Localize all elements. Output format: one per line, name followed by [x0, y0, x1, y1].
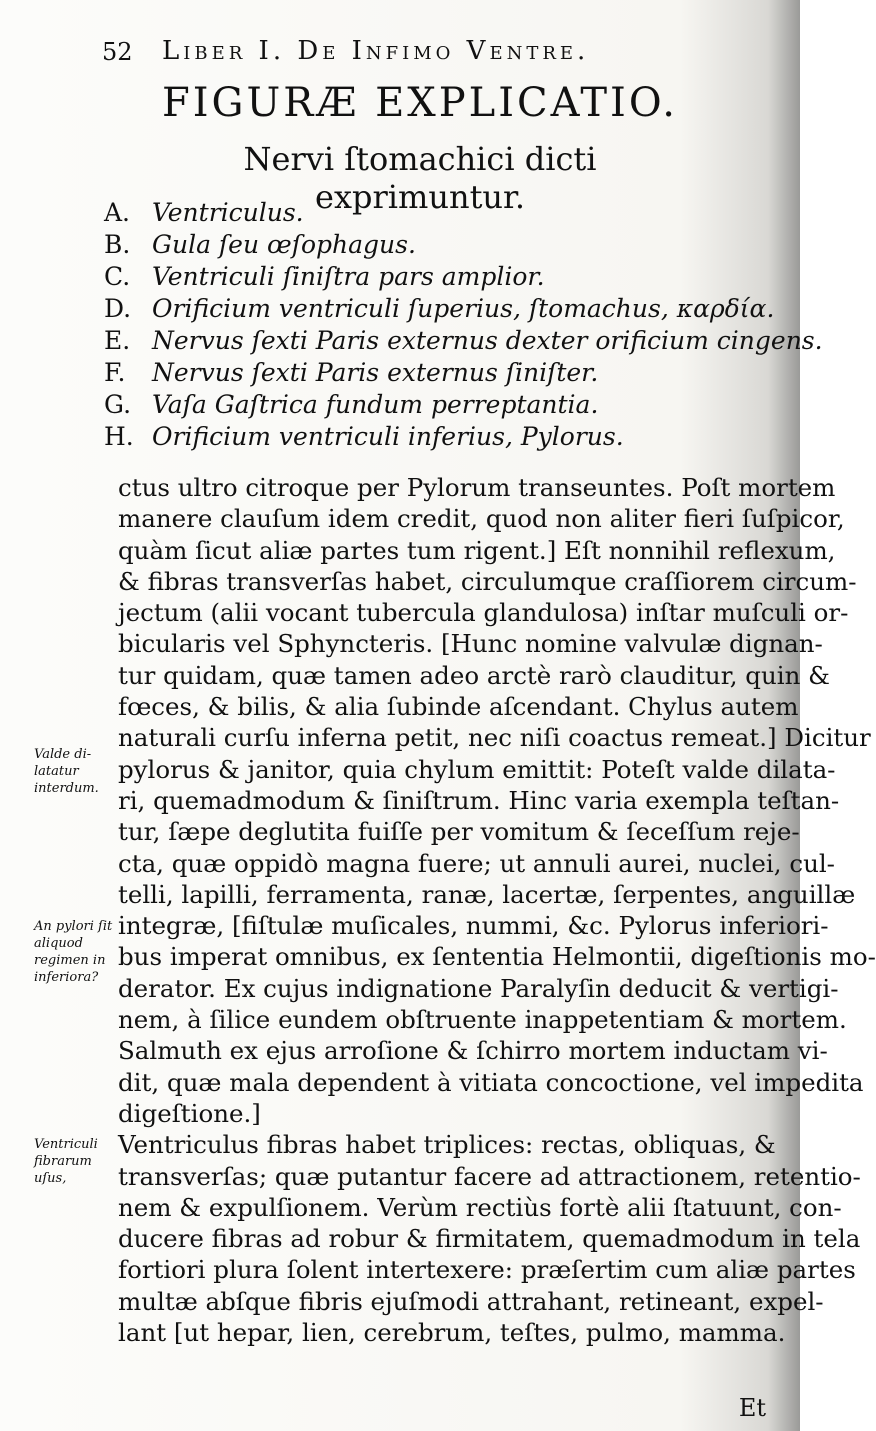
text-line: multæ abſque fibris ejuſmodi attrahant, retineant, expel- — [118, 1286, 824, 1316]
text-line: nem & expulſionem. Verùm rectiùs fortè alii ſtatuunt, con- — [118, 1192, 842, 1222]
text-line: Salmuth ex ejus arroſione & ſchirro mortem inductam vi- — [118, 1036, 828, 1066]
legend-letter: C. — [104, 262, 131, 291]
marginal-note: An pylori ſit aliquod regimen in inferiora? — [34, 919, 113, 985]
text-line: digeſtione.] — [118, 1098, 261, 1128]
legend-text: Ventriculus. — [152, 198, 304, 227]
text-line: bus imperat omnibus, ex ſententia Helmontii, digeſtionis mo- — [118, 942, 876, 972]
running-header — [102, 32, 742, 76]
page-number: 52 — [102, 38, 133, 66]
legend-letter: G. — [104, 390, 132, 419]
legend-letter: D. — [104, 294, 132, 323]
text-line: nem, à ſilice eundem obſtruente inappetentiam & mortem. — [118, 1005, 847, 1035]
text-line: bicularis vel Sphyncteris. [Hunc nomine valvulæ dignan- — [118, 629, 823, 659]
legend-item — [104, 422, 724, 454]
text-line: derator. Ex cujus indignatione Paralyſin deducit & vertigi- — [118, 973, 839, 1003]
text-line: fœces, & bilis, & alia ſubinde aſcendant. Chylus autem — [118, 692, 799, 722]
legend-item — [104, 358, 724, 390]
text-line: fortiori plura ſolent intertexere: præſertim cum aliæ partes — [118, 1255, 856, 1285]
body-text — [118, 472, 876, 1348]
legend-item — [104, 326, 823, 358]
catchword: Et — [738, 1394, 766, 1422]
text-line: pylorus & janitor, quia chylum emittit: Poteſt valde dilata- — [118, 754, 836, 784]
text-line: & fibras transverſas habet, circulumque craſſiorem circum- — [118, 566, 857, 596]
legend-item — [104, 262, 724, 294]
legend-text: Nervus ſexti Paris externus dexter orificium cingens. — [152, 326, 823, 355]
legend-text: Vaſa Gaſtrica fundum perreptantia. — [152, 390, 599, 419]
legend-text: Orificium ventriculi inferius, Pylorus. — [152, 422, 624, 451]
text-line: transverſas; quæ putantur facere ad attractionem, retentio- — [118, 1161, 861, 1191]
legend-item — [104, 230, 724, 262]
legend-item — [104, 198, 724, 230]
text-line: ducere fibras ad robur & firmitatem, quemadmodum in tela — [118, 1224, 861, 1254]
text-line: tur quidam, quæ tamen adeo arctè rarò clauditur, quin & — [118, 660, 830, 690]
legend-text: Gula ſeu œſophagus. — [152, 230, 416, 259]
section-subtitle: Nervi ſtomachici dicti exprimuntur. — [243, 140, 597, 216]
text-line: lant [ut hepar, lien, cerebrum, teſtes, pulmo, mamma. — [118, 1318, 786, 1348]
text-line: quàm ſicut aliæ partes tum rigent.] Eſt nonnihil reflexum, — [118, 535, 836, 565]
legend-letter: F. — [104, 358, 126, 387]
legend-letter: A. — [104, 198, 131, 227]
text-line: Ventriculus fibras habet triplices: rectas, obliquas, & — [118, 1130, 776, 1160]
text-line: integræ, [fiſtulæ muſicales, nummi, &c. Pylorus inferiori- — [118, 911, 829, 941]
legend-item — [104, 294, 775, 326]
legend-text: Orificium ventriculi ſuperius, ſtomachus, καρδία. — [152, 294, 775, 323]
section-title: FIGURÆ EXPLICATIO. — [162, 80, 678, 126]
text-line: ri, quemadmodum & ſiniſtrum. Hinc varia exempla teſtan- — [118, 785, 840, 815]
legend-letter: H. — [104, 422, 134, 451]
legend-text: Ventriculi ſiniſtra pars amplior. — [152, 262, 545, 291]
text-line: naturali curſu inferna petit, nec niſi coactus remeat.] Dicitur — [118, 723, 871, 753]
text-line: cta, quæ oppidò magna fuere; ut annuli aurei, nuclei, cul- — [118, 848, 835, 878]
text-line: ctus ultro citroque per Pylorum transeuntes. Poſt mortem — [118, 473, 836, 502]
figure-legend — [104, 198, 823, 454]
text-line: telli, lapilli, ferramenta, ranæ, lacertæ, ſerpentes, anguillæ — [118, 879, 856, 909]
text-line: jectum (alii vocant tubercula glandulosa) inſtar muſculi or- — [118, 598, 849, 628]
text-line: dit, quæ mala dependent à vitiata concoctione, vel impedita — [118, 1067, 864, 1097]
legend-letter: B. — [104, 230, 131, 259]
legend-letter: E. — [104, 326, 131, 355]
legend-item — [104, 390, 724, 422]
running-title: Liber I. De Infimo Ventre. — [162, 36, 590, 66]
text-line: manere clauſum idem credit, quod non aliter fieri ſuſpicor, — [118, 504, 845, 534]
legend-text: Nervus ſexti Paris externus ſiniſter. — [152, 358, 599, 387]
text-line: tur, ſæpe deglutita fuiſſe per vomitum & ſeceſſum reje- — [118, 817, 800, 847]
marginal-note: Valde di- latatur interdum. — [34, 747, 99, 796]
marginal-note: Ventriculi fibrarum uſus, — [34, 1137, 98, 1186]
